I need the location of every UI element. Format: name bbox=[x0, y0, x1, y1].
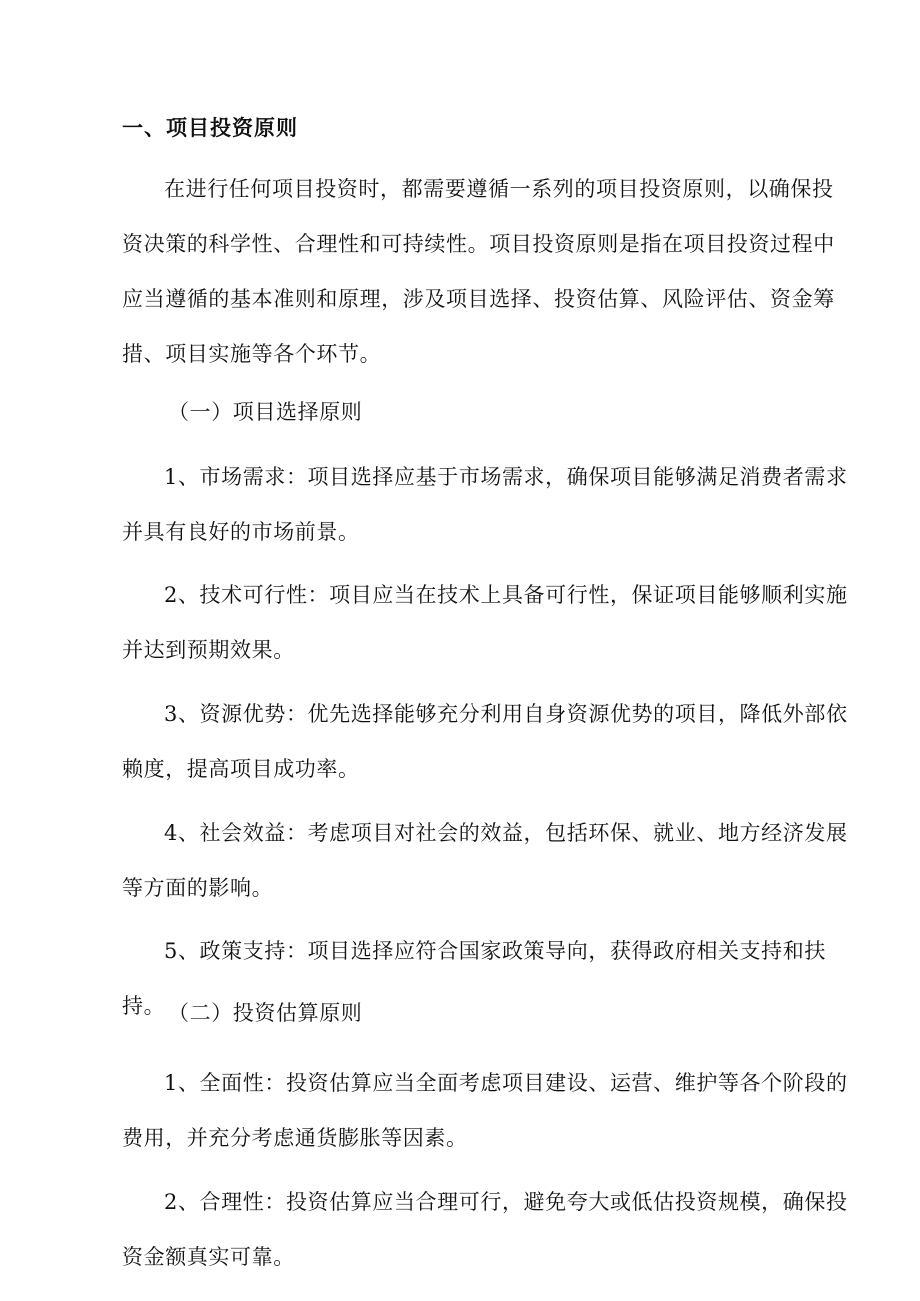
list-item: 1、全面性：投资估算应当全面考虑项目建设、运营、维护等各个阶段的费用，并充分考虑通货膨胀等因素。 bbox=[122, 1071, 848, 1150]
list-item: 4、社会效益：考虑项目对社会的效益，包括环保、就业、地方经济发展等方面的影响。 bbox=[122, 821, 848, 900]
list-item: 3、资源优势：优先选择能够充分利用自身资源优势的项目，降低外部依赖度，提高项目成功率。 bbox=[122, 702, 848, 781]
subsection-title-project-selection: （一）项目选择原则 bbox=[168, 400, 363, 424]
subsection-title-investment-estimation: （二）投资估算原则 bbox=[168, 1001, 363, 1025]
list-item: 5、政策支持：项目选择应符合国家政策导向，获得政府相关支持和扶持。 bbox=[122, 939, 826, 1018]
intro-paragraph: 在进行任何项目投资时，都需要遵循一系列的项目投资原则，以确保投资决策的科学性、合理性和可持续性。项目投资原则是指在项目投资过程中应当遵循的基本准则和原理，涉及项目选择、投资估算、风险评估、资金筹措、项目实施等各个环节。 bbox=[122, 177, 835, 366]
list-item: 2、合理性：投资估算应当合理可行，避免夸大或低估投资规模，确保投资金额真实可靠。 bbox=[122, 1190, 848, 1269]
section-heading: 一、项目投资原则 bbox=[122, 115, 298, 140]
list-item: 1、市场需求：项目选择应基于市场需求，确保项目能够满足消费者需求并具有良好的市场前景。 bbox=[122, 465, 848, 544]
list-item: 2、技术可行性：项目应当在技术上具备可行性，保证项目能够顺利实施并达到预期效果。 bbox=[122, 583, 848, 662]
